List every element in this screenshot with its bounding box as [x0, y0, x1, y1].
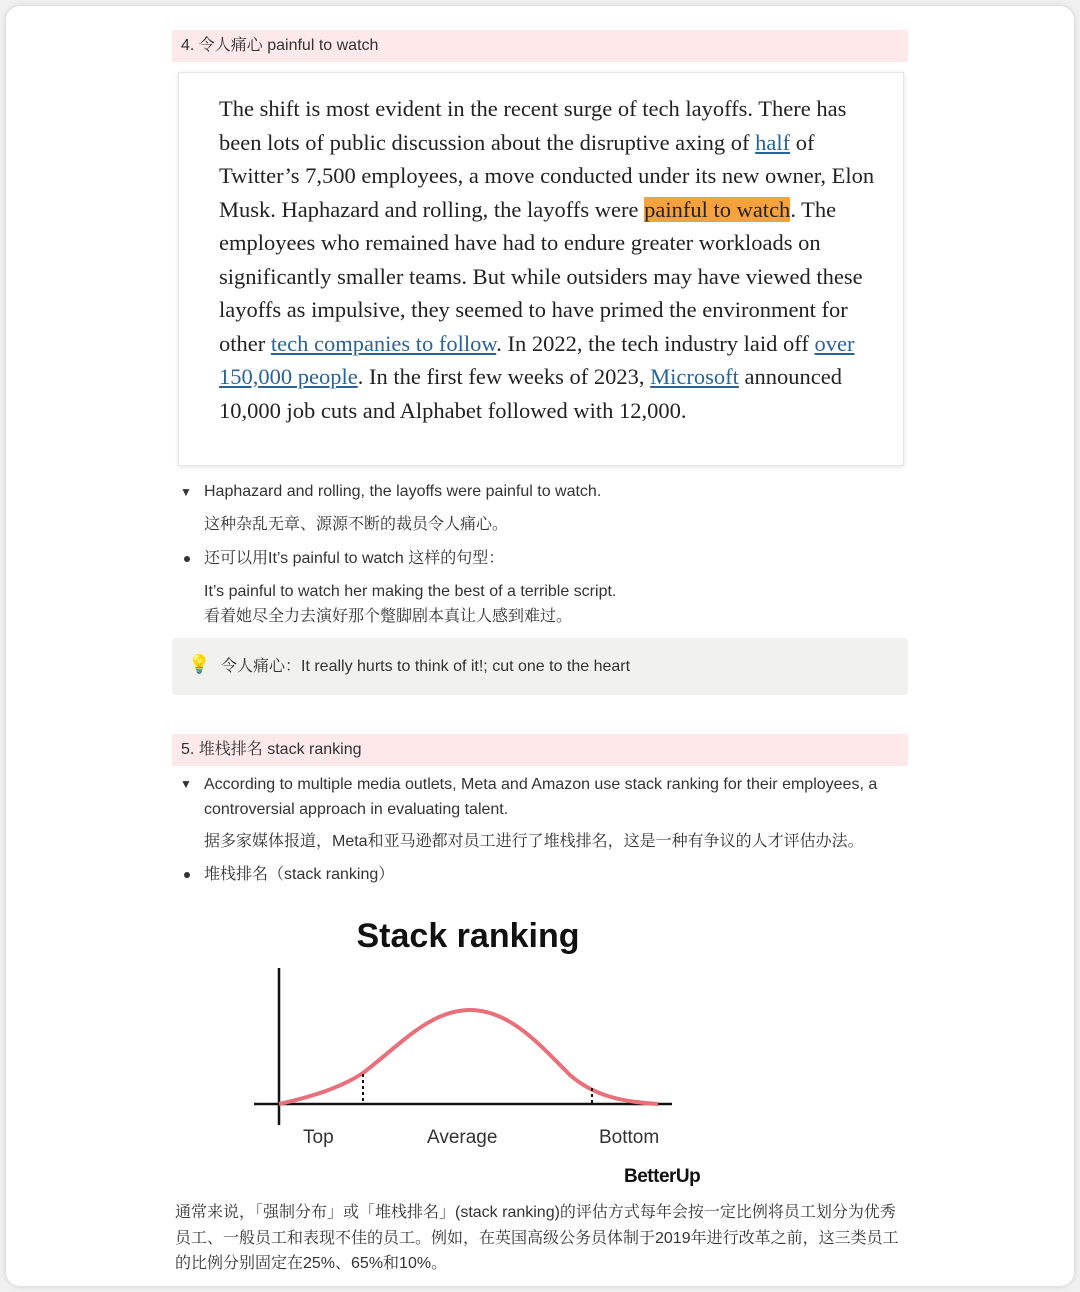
- betterup-logo: BetterUp: [624, 1166, 701, 1187]
- toggle-translation: 这种杂乱无章、源源不断的裁员令人痛心。: [204, 516, 509, 533]
- article-quote: [178, 72, 904, 466]
- bullet-icon: [184, 556, 190, 562]
- toggle-translation: 据多家媒体报道，Meta和亚马逊都对员工进行了堆栈排名，这是一种有争议的人才评估办法。: [204, 833, 864, 850]
- label-average: Average: [427, 1127, 498, 1148]
- quote-text: . In the first few weeks of 2023,: [357, 364, 651, 389]
- callout-text: 令人痛心：It really hurts to think of it!; cut one to the heart: [221, 658, 631, 675]
- quote-text: . In 2022, the tech industry laid off: [496, 330, 815, 356]
- quote-text: announced 10,000 job cuts and Alphabet followed with 12,000.: [219, 364, 843, 423]
- highlight: painful to watch: [644, 196, 791, 222]
- bullet-text: 堆栈排名（stack ranking）: [204, 866, 395, 883]
- toggle-text: According to multiple media outlets, Meta and Amazon use stack ranking for their employees, a controversial approach in evaluating talent.: [204, 776, 878, 818]
- example-cn: 看着她尽全力去演好那个蹩脚剧本真让人感到难过。: [204, 608, 573, 625]
- stack-ranking-figure: [240, 905, 740, 1195]
- section-5-heading: 5. 堆栈排名 stack ranking: [172, 734, 908, 766]
- toggle-text: Haphazard and rolling, the layoffs were painful to watch.: [204, 483, 602, 500]
- bullet-text: 还可以用It’s painful to watch 这样的句型：: [204, 550, 505, 567]
- example-en: It’s painful to watch her making the best of a terrible script.: [204, 583, 617, 600]
- quote-text: The shift is most evident in the recent surge of tech layoffs. There has been lots of public discussion about the disruptive axing of: [219, 96, 847, 155]
- link-tech-companies[interactable]: tech companies to follow: [270, 330, 497, 356]
- link-microsoft[interactable]: Microsoft: [650, 364, 739, 389]
- toggle-triangle-icon[interactable]: ▼: [180, 777, 192, 791]
- label-bottom: Bottom: [599, 1127, 660, 1148]
- label-top: Top: [303, 1127, 334, 1148]
- link-150000-people[interactable]: over 150,000 people: [219, 330, 855, 389]
- toggle-triangle-icon[interactable]: ▼: [180, 485, 192, 499]
- bell-curve: [279, 1010, 658, 1104]
- paragraph: 通常来说，「强制分布」或「堆栈排名」(stack ranking)的评估方式每年会按一定比例将员工划分为优秀员工、一般员工和表现不佳的员工。例如，在英国高级公务员体制于2019年进行改革之前，这三类员工的比例分别固定在25%、65%和10%。: [175, 1204, 899, 1272]
- bell-curve-chart: [240, 905, 740, 1195]
- lightbulb-icon: 💡: [188, 654, 211, 674]
- figure-title: Stack ranking: [356, 917, 580, 955]
- section-4-heading: 4. 令人痛心 painful to watch: [172, 30, 908, 62]
- quote-text: of Twitter’s 7,500 employees, a move conducted under its new owner, Elon Musk. Haphazard and rolling, the layoffs were: [219, 129, 875, 222]
- callout: [172, 638, 908, 695]
- bullet-icon: [184, 872, 190, 878]
- link-half[interactable]: half: [755, 129, 791, 155]
- quote-text: . The employees who remained have had to endure greater workloads on significantly smaller teams. But while outsiders may have viewed these layoffs as impulsive, they seemed to have primed the environment for other: [219, 196, 863, 356]
